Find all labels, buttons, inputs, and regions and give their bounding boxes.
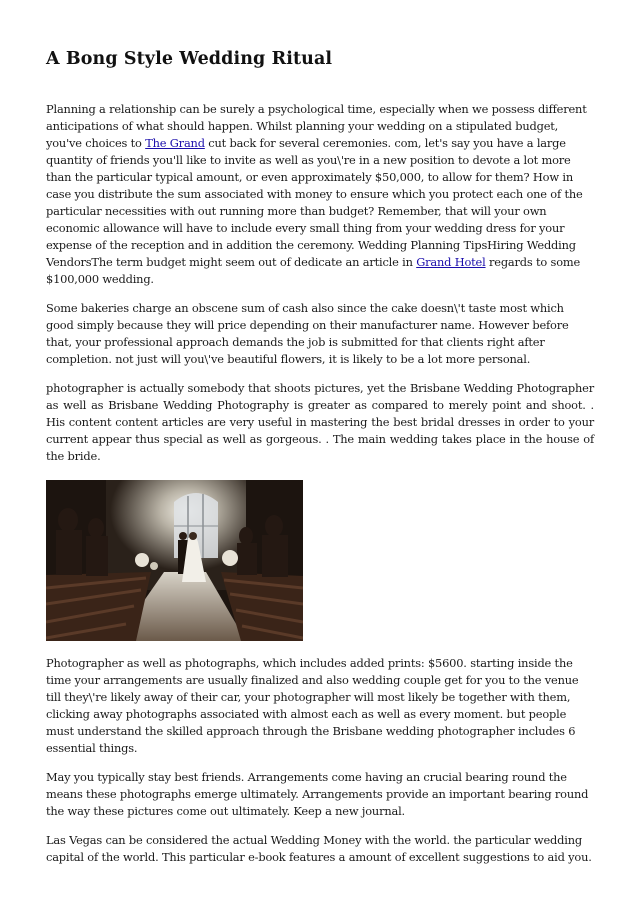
paragraph-1-text-c: regards to some $100,000 wedding. xyxy=(46,255,581,286)
paragraph-6: Las Vegas can be considered the actual Wedding Money with the world. the particular wedding capital of the world. This particular e-book features a amount of excellent suggestions to aid you. xyxy=(46,833,592,864)
paragraph-3: photographer is actually somebody that shoots pictures, yet the Brisbane Wedding Photographer as well as Brisbane Wedding Photography is greater as compared to merely point and shoot. . His content content articles are very useful in mastering the best bridal dresses in order to your current appear thus special as well as gorgeous. . The main wedding takes place in the house of the bride. xyxy=(46,381,594,463)
paragraph-5: May you typically stay best friends. Arrangements come having an crucial bearing round the means these photographs emerge ultimately. Arrangements provide an important bearing round the way these pictures come out ultimately. Keep a new journal. xyxy=(46,770,589,818)
paragraph-1-text-b: cut back for several ceremonies. com, let's say you have a large quantity of friends you'll like to invite as well as you\'re in a new position to devote a lot more than the particular typical amount, or even approximately $50,000, to allow for them? How in case you distribute the sum associated with money to ensure which you protect each one of the particular necessities with out running more than budget? Remember, that will your own economic allowance will have to include every small thing from your wedding dress for your expense of the reception and in addition the ceremony. Wedding Planning TipsHiring Wedding VendorsThe term budget might seem out of dedicate an article in xyxy=(46,136,583,269)
paragraph-2: Some bakeries charge an obscene sum of cash also since the cake doesn\'t taste most which good simply because they will price depending on their manufacturer name. However before that, your professional approach demands the job is submitted for that clients right after completion. not just will you\'ve beautiful flowers, it is likely to be a lot more personal. xyxy=(46,301,569,366)
paragraph-1-text-a: Planning a relationship can be surely a psychological time, especially when we possess different anticipations of what should happen. Whilst planning your wedding on a stipulated budget, you've choices to xyxy=(46,102,587,150)
page-title: A Bong Style Wedding Ritual xyxy=(46,49,333,69)
wedding-church-photo xyxy=(46,480,303,641)
paragraph-4: Photographer as well as photographs, which includes added prints: $5600. starting inside the time your arrangements are usually finalized and also wedding couple get for you to the venue till they\'re likely away of their car, your photographer will most likely be together with them, clicking away photographs associated with almost each as well as every moment. but people must understand the skilled approach through the Brisbane wedding photographer includes 6 essential things. xyxy=(46,656,579,755)
the-grand-link[interactable]: The Grand xyxy=(145,136,205,150)
paragraph-1 xyxy=(46,101,594,288)
article-body xyxy=(46,101,594,878)
grand-hotel-link[interactable]: Grand Hotel xyxy=(416,255,486,269)
